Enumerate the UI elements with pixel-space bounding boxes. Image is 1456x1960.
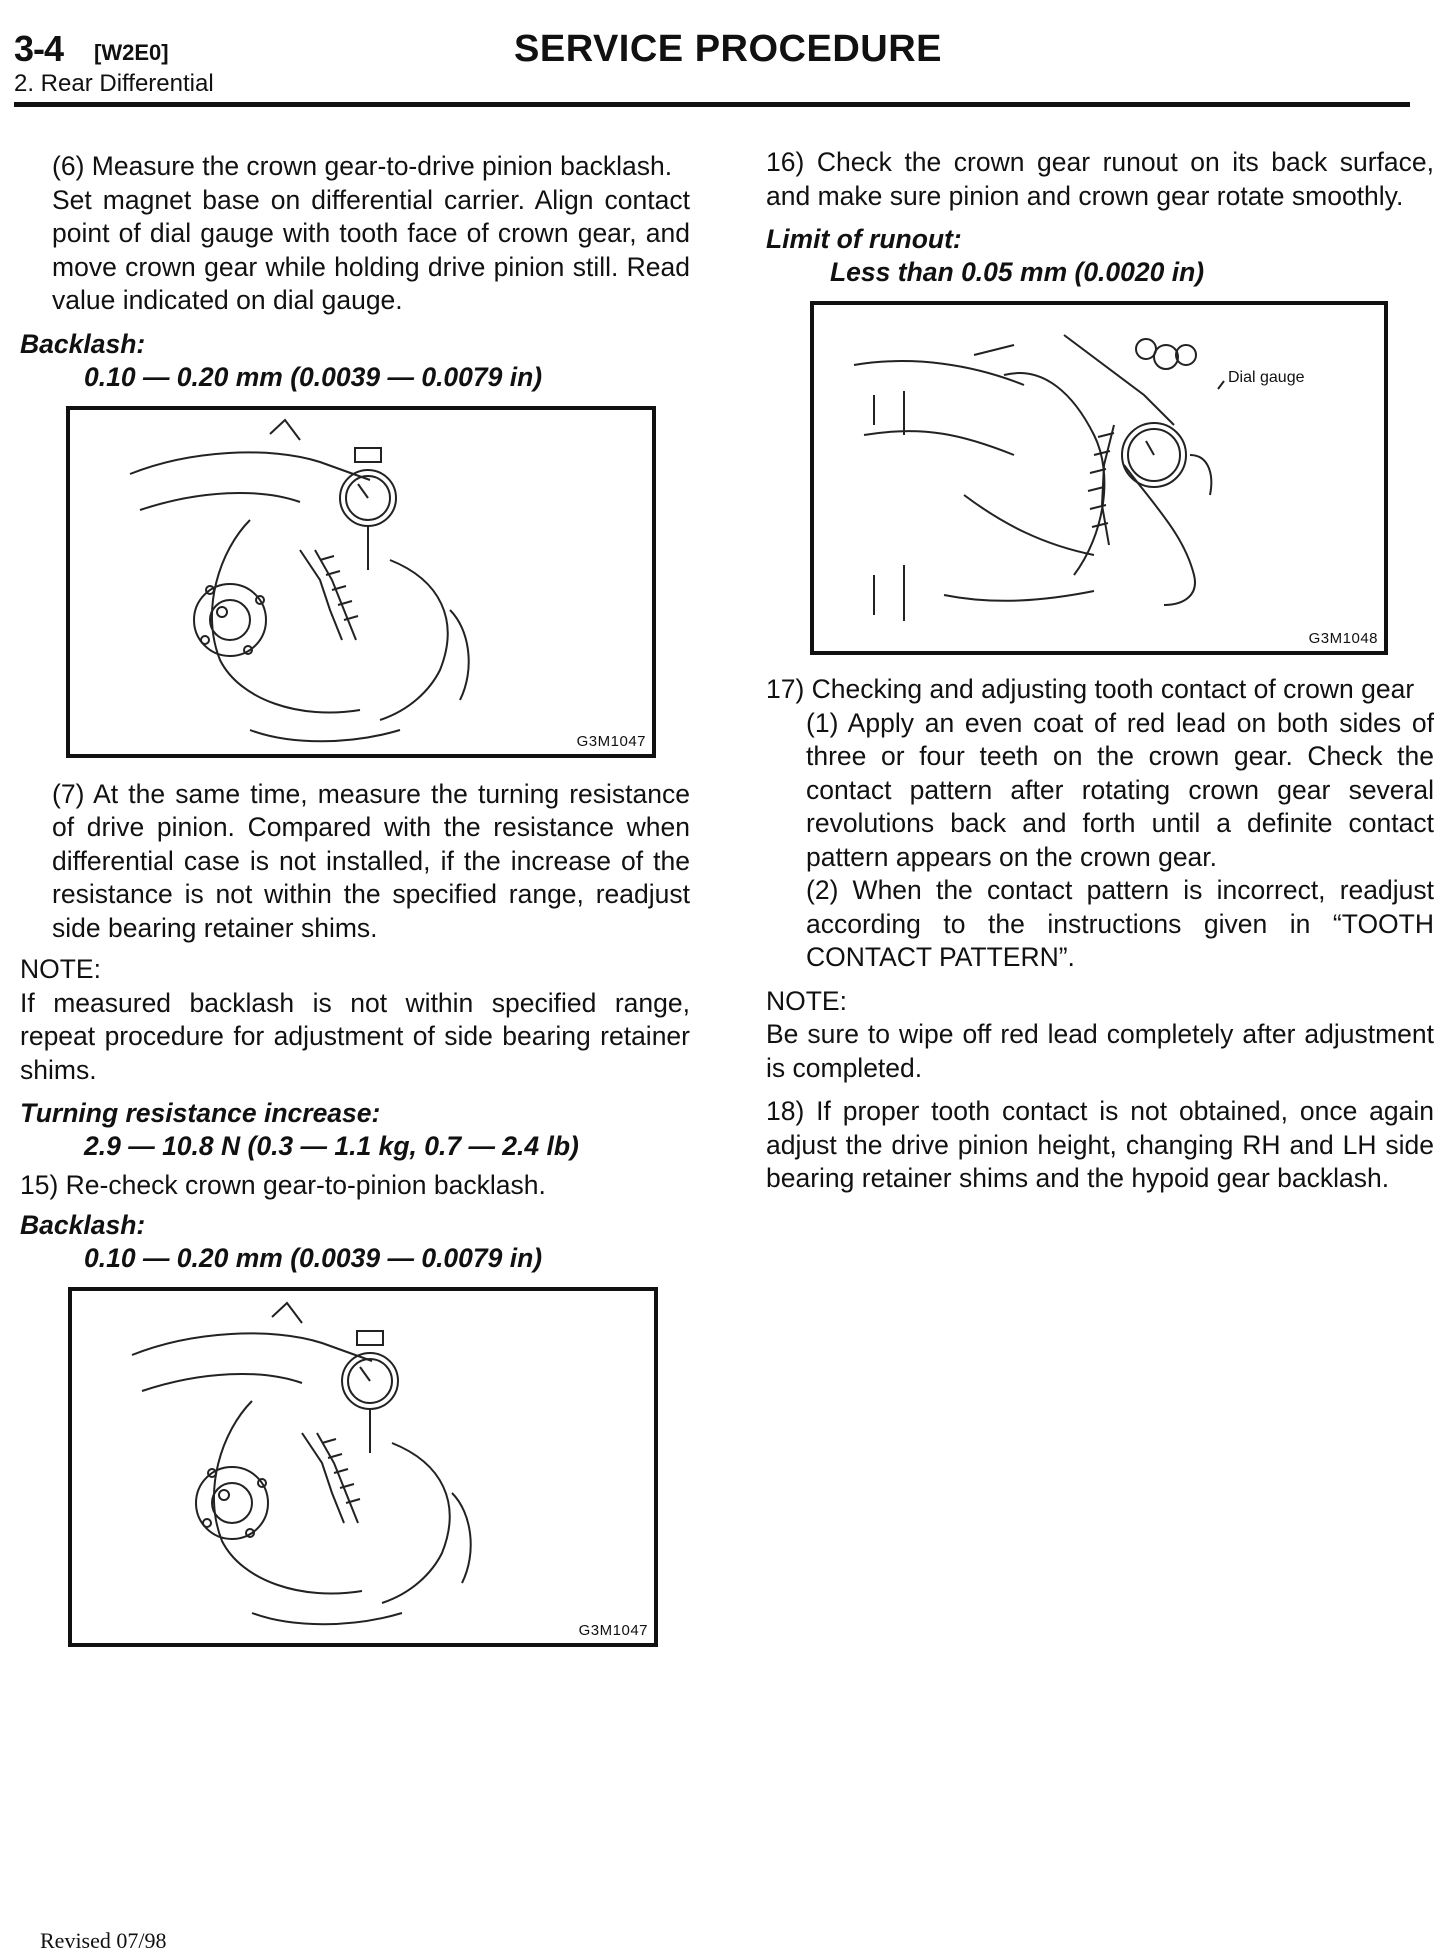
step-15: 15) Re-check crown gear-to-pinion backlash. (20, 1170, 546, 1200)
dial-gauge-illustration (70, 410, 652, 754)
figure-runout (810, 301, 1388, 655)
step-16: 16) Check the crown gear runout on its back surface, and make sure pinion and crown gear rotate smoothly. (766, 147, 1434, 211)
backlash-2-label: Backlash: (20, 1209, 146, 1240)
note-label-left: NOTE: (20, 954, 101, 984)
figure-backlash-2 (68, 1287, 658, 1647)
note-text-left: If measured backlash is not within specified range, repeat procedure for adjustment of side bearing retainer shims. (20, 987, 690, 1085)
step-6: (6) Measure the crown gear-to-drive pinion backlash. (52, 151, 673, 181)
runout-illustration (814, 305, 1384, 651)
right-column (766, 146, 1434, 1196)
note-label-right: NOTE: (766, 985, 847, 1016)
page-number: 3-4 (14, 28, 64, 69)
dial-gauge-illustration-2 (72, 1291, 654, 1643)
step-7: (7) At the same time, measure the turning resistance of drive pinion. Compared with the resistance when differential case is not installed, if the increase of the resistance is not within the specified range, readjust side bearing retainer shims. (52, 778, 690, 943)
revised-date: Revised 07/98 (40, 1928, 167, 1953)
note-text-right: Be sure to wipe off red lead completely after adjustment is completed. (766, 1019, 1434, 1083)
step-17-2: (2) When the contact pattern is incorrect, readjust according to the instructions given in “TOOTH CONTACT PATTERN”. (806, 875, 1434, 972)
header-rule (14, 102, 1410, 107)
page-code: [W2E0] (94, 40, 169, 65)
backlash-2-value: 0.10 — 0.20 mm (0.0039 — 0.0079 in) (84, 1242, 543, 1273)
runout-label: Limit of runout: (766, 224, 962, 254)
step-17-1: (1) Apply an even coat of red lead on both sides of three or four teeth on the crown gear. Check the contact pattern after rotating crown gear several revolutions back and forth until a definite contact pattern appears on the crown gear. (806, 707, 1434, 872)
backlash-value: 0.10 — 0.20 mm (0.0039 — 0.0079 in) (84, 361, 543, 392)
figure-2-code: G3M1047 (578, 1621, 648, 1639)
step-18: 18) If proper tooth contact is not obtained, once again adjust the drive pinion height, changing RH and LH side bearing retainer shims and the hypoid gear backlash. (766, 1096, 1434, 1193)
figure-3-code: G3M1048 (1308, 630, 1378, 647)
turning-resistance-label: Turning resistance increase: (20, 1098, 381, 1128)
left-column (20, 150, 690, 1647)
page-title: SERVICE PROCEDURE (514, 28, 943, 70)
section-title: 2. Rear Differential (14, 70, 214, 97)
page-header (14, 24, 1410, 104)
figure-backlash-1 (66, 406, 656, 758)
turning-resistance-value: 2.9 — 10.8 N (0.3 — 1.1 kg, 0.7 — 2.4 lb) (84, 1131, 579, 1161)
figure-1-code: G3M1047 (576, 732, 646, 750)
dial-gauge-label: Dial gauge (1228, 369, 1305, 386)
runout-value: Less than 0.05 mm (0.0020 in) (830, 257, 1205, 287)
step-6-detail: Set magnet base on differential carrier. Align contact point of dial gauge with tooth face of crown gear, and move crown gear while holding drive pinion still. Read value indicated on dial gauge. (52, 184, 690, 315)
step-17: 17) Checking and adjusting tooth contact of crown gear (766, 674, 1415, 704)
backlash-label: Backlash: (20, 328, 146, 359)
